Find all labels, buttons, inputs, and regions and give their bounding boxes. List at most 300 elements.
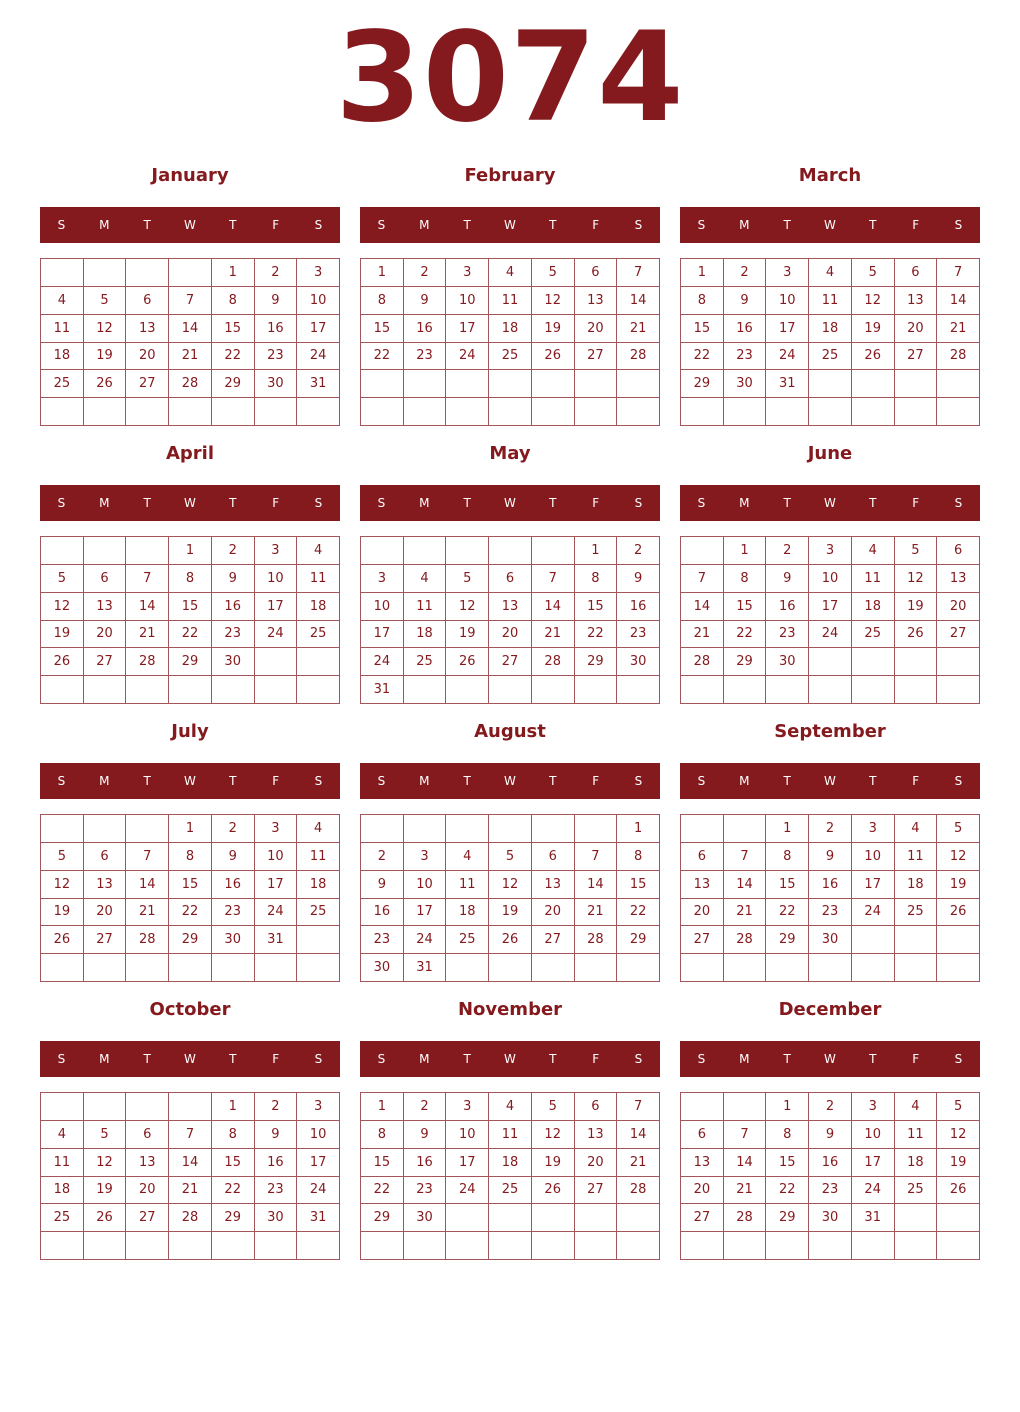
day-cell[interactable]: 18 <box>895 871 938 899</box>
day-cell[interactable]: 21 <box>126 899 169 927</box>
day-cell[interactable]: 12 <box>937 1121 980 1149</box>
day-cell[interactable]: 11 <box>446 871 489 899</box>
day-cell[interactable]: 24 <box>361 648 404 676</box>
day-cell[interactable]: 24 <box>852 1177 895 1205</box>
day-cell[interactable]: 17 <box>766 315 809 343</box>
day-cell[interactable]: 21 <box>681 621 724 649</box>
day-cell[interactable]: 1 <box>575 537 618 565</box>
day-cell[interactable]: 8 <box>575 565 618 593</box>
day-cell[interactable]: 26 <box>489 926 532 954</box>
day-cell[interactable]: 22 <box>724 621 767 649</box>
day-cell[interactable]: 4 <box>446 843 489 871</box>
day-cell[interactable]: 14 <box>724 1149 767 1177</box>
day-cell[interactable]: 22 <box>575 621 618 649</box>
day-cell[interactable]: 23 <box>404 343 447 371</box>
day-cell[interactable]: 9 <box>255 1121 298 1149</box>
day-cell[interactable]: 25 <box>446 926 489 954</box>
day-cell[interactable]: 14 <box>532 593 575 621</box>
day-cell[interactable]: 17 <box>852 1149 895 1177</box>
day-cell[interactable]: 8 <box>361 1121 404 1149</box>
day-cell[interactable]: 20 <box>681 1177 724 1205</box>
day-cell[interactable]: 27 <box>681 1204 724 1232</box>
day-cell[interactable]: 19 <box>41 899 84 927</box>
day-cell[interactable]: 12 <box>532 287 575 315</box>
day-cell[interactable]: 27 <box>575 343 618 371</box>
day-cell[interactable]: 5 <box>41 843 84 871</box>
day-cell[interactable]: 26 <box>895 621 938 649</box>
day-cell[interactable]: 17 <box>255 871 298 899</box>
day-cell[interactable]: 12 <box>84 315 127 343</box>
day-cell[interactable]: 1 <box>212 1093 255 1121</box>
day-cell[interactable]: 22 <box>681 343 724 371</box>
day-cell[interactable]: 8 <box>766 843 809 871</box>
day-cell[interactable]: 9 <box>617 565 660 593</box>
day-cell[interactable]: 23 <box>212 899 255 927</box>
day-cell[interactable]: 14 <box>724 871 767 899</box>
day-cell[interactable]: 24 <box>297 343 340 371</box>
day-cell[interactable]: 5 <box>84 287 127 315</box>
day-cell[interactable]: 4 <box>489 1093 532 1121</box>
day-cell[interactable]: 3 <box>766 259 809 287</box>
day-cell[interactable]: 11 <box>895 843 938 871</box>
day-cell[interactable]: 22 <box>169 621 212 649</box>
day-cell[interactable]: 10 <box>446 287 489 315</box>
day-cell[interactable]: 2 <box>809 815 852 843</box>
day-cell[interactable]: 22 <box>169 899 212 927</box>
day-cell[interactable]: 24 <box>255 621 298 649</box>
day-cell[interactable]: 13 <box>575 287 618 315</box>
day-cell[interactable]: 10 <box>297 1121 340 1149</box>
day-cell[interactable]: 23 <box>255 1177 298 1205</box>
day-cell[interactable]: 26 <box>41 648 84 676</box>
day-cell[interactable]: 21 <box>126 621 169 649</box>
day-cell[interactable]: 16 <box>255 1149 298 1177</box>
day-cell[interactable]: 28 <box>169 1204 212 1232</box>
day-cell[interactable]: 13 <box>126 1149 169 1177</box>
day-cell[interactable]: 8 <box>212 1121 255 1149</box>
day-cell[interactable]: 29 <box>212 1204 255 1232</box>
day-cell[interactable]: 13 <box>84 593 127 621</box>
day-cell[interactable]: 10 <box>255 843 298 871</box>
day-cell[interactable]: 26 <box>84 1204 127 1232</box>
day-cell[interactable]: 5 <box>532 259 575 287</box>
day-cell[interactable]: 29 <box>169 648 212 676</box>
day-cell[interactable]: 25 <box>895 899 938 927</box>
day-cell[interactable]: 30 <box>404 1204 447 1232</box>
day-cell[interactable]: 19 <box>895 593 938 621</box>
day-cell[interactable]: 15 <box>361 315 404 343</box>
day-cell[interactable]: 2 <box>212 537 255 565</box>
day-cell[interactable]: 20 <box>895 315 938 343</box>
day-cell[interactable]: 11 <box>852 565 895 593</box>
day-cell[interactable]: 3 <box>809 537 852 565</box>
day-cell[interactable]: 25 <box>404 648 447 676</box>
day-cell[interactable]: 1 <box>169 537 212 565</box>
day-cell[interactable]: 14 <box>126 871 169 899</box>
day-cell[interactable]: 3 <box>446 1093 489 1121</box>
day-cell[interactable]: 25 <box>297 621 340 649</box>
day-cell[interactable]: 6 <box>681 1121 724 1149</box>
day-cell[interactable]: 16 <box>404 315 447 343</box>
day-cell[interactable]: 2 <box>617 537 660 565</box>
day-cell[interactable]: 2 <box>361 843 404 871</box>
day-cell[interactable]: 6 <box>532 843 575 871</box>
day-cell[interactable]: 10 <box>255 565 298 593</box>
day-cell[interactable]: 5 <box>84 1121 127 1149</box>
day-cell[interactable]: 1 <box>361 259 404 287</box>
day-cell[interactable]: 13 <box>895 287 938 315</box>
day-cell[interactable]: 7 <box>532 565 575 593</box>
day-cell[interactable]: 8 <box>617 843 660 871</box>
day-cell[interactable]: 30 <box>809 926 852 954</box>
day-cell[interactable]: 14 <box>126 593 169 621</box>
day-cell[interactable]: 1 <box>724 537 767 565</box>
day-cell[interactable]: 18 <box>297 593 340 621</box>
day-cell[interactable]: 2 <box>255 259 298 287</box>
day-cell[interactable]: 9 <box>809 843 852 871</box>
day-cell[interactable]: 13 <box>681 1149 724 1177</box>
day-cell[interactable]: 24 <box>446 1177 489 1205</box>
day-cell[interactable]: 20 <box>126 1177 169 1205</box>
day-cell[interactable]: 17 <box>446 315 489 343</box>
day-cell[interactable]: 8 <box>361 287 404 315</box>
day-cell[interactable]: 20 <box>84 621 127 649</box>
day-cell[interactable]: 27 <box>937 621 980 649</box>
day-cell[interactable]: 28 <box>575 926 618 954</box>
day-cell[interactable]: 12 <box>937 843 980 871</box>
day-cell[interactable]: 30 <box>361 954 404 982</box>
day-cell[interactable]: 20 <box>126 343 169 371</box>
day-cell[interactable]: 15 <box>724 593 767 621</box>
day-cell[interactable]: 15 <box>212 315 255 343</box>
day-cell[interactable]: 5 <box>532 1093 575 1121</box>
day-cell[interactable]: 20 <box>937 593 980 621</box>
day-cell[interactable]: 14 <box>617 287 660 315</box>
day-cell[interactable]: 21 <box>724 899 767 927</box>
day-cell[interactable]: 15 <box>361 1149 404 1177</box>
day-cell[interactable]: 2 <box>404 259 447 287</box>
day-cell[interactable]: 18 <box>41 343 84 371</box>
day-cell[interactable]: 12 <box>84 1149 127 1177</box>
day-cell[interactable]: 6 <box>895 259 938 287</box>
day-cell[interactable]: 16 <box>809 1149 852 1177</box>
day-cell[interactable]: 7 <box>169 1121 212 1149</box>
day-cell[interactable]: 3 <box>255 537 298 565</box>
day-cell[interactable]: 28 <box>532 648 575 676</box>
day-cell[interactable]: 25 <box>895 1177 938 1205</box>
day-cell[interactable]: 29 <box>617 926 660 954</box>
day-cell[interactable]: 18 <box>489 315 532 343</box>
day-cell[interactable]: 11 <box>489 1121 532 1149</box>
day-cell[interactable]: 19 <box>937 871 980 899</box>
day-cell[interactable]: 13 <box>532 871 575 899</box>
day-cell[interactable]: 6 <box>681 843 724 871</box>
day-cell[interactable]: 18 <box>404 621 447 649</box>
day-cell[interactable]: 6 <box>84 843 127 871</box>
day-cell[interactable]: 3 <box>255 815 298 843</box>
day-cell[interactable]: 5 <box>41 565 84 593</box>
day-cell[interactable]: 7 <box>126 843 169 871</box>
day-cell[interactable]: 25 <box>852 621 895 649</box>
day-cell[interactable]: 31 <box>361 676 404 704</box>
day-cell[interactable]: 19 <box>532 1149 575 1177</box>
day-cell[interactable]: 19 <box>41 621 84 649</box>
day-cell[interactable]: 11 <box>41 315 84 343</box>
day-cell[interactable]: 7 <box>617 1093 660 1121</box>
day-cell[interactable]: 17 <box>852 871 895 899</box>
day-cell[interactable]: 10 <box>404 871 447 899</box>
day-cell[interactable]: 11 <box>489 287 532 315</box>
day-cell[interactable]: 24 <box>766 343 809 371</box>
day-cell[interactable]: 22 <box>361 1177 404 1205</box>
day-cell[interactable]: 22 <box>617 899 660 927</box>
day-cell[interactable]: 25 <box>489 1177 532 1205</box>
day-cell[interactable]: 20 <box>489 621 532 649</box>
day-cell[interactable]: 18 <box>809 315 852 343</box>
day-cell[interactable]: 14 <box>169 1149 212 1177</box>
day-cell[interactable]: 16 <box>809 871 852 899</box>
day-cell[interactable]: 2 <box>404 1093 447 1121</box>
day-cell[interactable]: 9 <box>255 287 298 315</box>
day-cell[interactable]: 9 <box>724 287 767 315</box>
day-cell[interactable]: 30 <box>766 648 809 676</box>
day-cell[interactable]: 28 <box>937 343 980 371</box>
day-cell[interactable]: 21 <box>724 1177 767 1205</box>
day-cell[interactable]: 20 <box>575 315 618 343</box>
day-cell[interactable]: 10 <box>766 287 809 315</box>
day-cell[interactable]: 26 <box>937 1177 980 1205</box>
day-cell[interactable]: 22 <box>212 1177 255 1205</box>
day-cell[interactable]: 23 <box>724 343 767 371</box>
day-cell[interactable]: 16 <box>766 593 809 621</box>
day-cell[interactable]: 24 <box>297 1177 340 1205</box>
day-cell[interactable]: 24 <box>446 343 489 371</box>
day-cell[interactable]: 26 <box>446 648 489 676</box>
day-cell[interactable]: 25 <box>489 343 532 371</box>
day-cell[interactable]: 27 <box>126 370 169 398</box>
day-cell[interactable]: 28 <box>169 370 212 398</box>
day-cell[interactable]: 19 <box>446 621 489 649</box>
day-cell[interactable]: 9 <box>809 1121 852 1149</box>
day-cell[interactable]: 2 <box>255 1093 298 1121</box>
day-cell[interactable]: 9 <box>404 287 447 315</box>
day-cell[interactable]: 6 <box>126 287 169 315</box>
day-cell[interactable]: 23 <box>617 621 660 649</box>
day-cell[interactable]: 30 <box>255 1204 298 1232</box>
day-cell[interactable]: 12 <box>532 1121 575 1149</box>
day-cell[interactable]: 15 <box>575 593 618 621</box>
day-cell[interactable]: 27 <box>575 1177 618 1205</box>
day-cell[interactable]: 6 <box>489 565 532 593</box>
day-cell[interactable]: 21 <box>617 315 660 343</box>
day-cell[interactable]: 19 <box>532 315 575 343</box>
day-cell[interactable]: 15 <box>169 593 212 621</box>
day-cell[interactable]: 5 <box>489 843 532 871</box>
day-cell[interactable]: 1 <box>212 259 255 287</box>
day-cell[interactable]: 23 <box>361 926 404 954</box>
day-cell[interactable]: 25 <box>297 899 340 927</box>
day-cell[interactable]: 11 <box>297 565 340 593</box>
day-cell[interactable]: 30 <box>809 1204 852 1232</box>
day-cell[interactable]: 11 <box>809 287 852 315</box>
day-cell[interactable]: 6 <box>937 537 980 565</box>
day-cell[interactable]: 18 <box>895 1149 938 1177</box>
day-cell[interactable]: 9 <box>212 565 255 593</box>
day-cell[interactable]: 3 <box>297 1093 340 1121</box>
day-cell[interactable]: 2 <box>724 259 767 287</box>
day-cell[interactable]: 19 <box>84 343 127 371</box>
day-cell[interactable]: 12 <box>41 593 84 621</box>
day-cell[interactable]: 17 <box>297 315 340 343</box>
day-cell[interactable]: 21 <box>617 1149 660 1177</box>
day-cell[interactable]: 8 <box>766 1121 809 1149</box>
day-cell[interactable]: 13 <box>681 871 724 899</box>
day-cell[interactable]: 25 <box>809 343 852 371</box>
day-cell[interactable]: 28 <box>617 343 660 371</box>
day-cell[interactable]: 7 <box>575 843 618 871</box>
day-cell[interactable]: 13 <box>126 315 169 343</box>
day-cell[interactable]: 8 <box>212 287 255 315</box>
day-cell[interactable]: 3 <box>361 565 404 593</box>
day-cell[interactable]: 8 <box>724 565 767 593</box>
day-cell[interactable]: 29 <box>766 1204 809 1232</box>
day-cell[interactable]: 15 <box>766 1149 809 1177</box>
day-cell[interactable]: 13 <box>937 565 980 593</box>
day-cell[interactable]: 11 <box>297 843 340 871</box>
day-cell[interactable]: 9 <box>212 843 255 871</box>
day-cell[interactable]: 4 <box>895 815 938 843</box>
day-cell[interactable]: 10 <box>852 843 895 871</box>
day-cell[interactable]: 20 <box>84 899 127 927</box>
day-cell[interactable]: 21 <box>169 1177 212 1205</box>
day-cell[interactable]: 2 <box>212 815 255 843</box>
day-cell[interactable]: 28 <box>724 926 767 954</box>
day-cell[interactable]: 31 <box>852 1204 895 1232</box>
day-cell[interactable]: 10 <box>852 1121 895 1149</box>
day-cell[interactable]: 7 <box>126 565 169 593</box>
day-cell[interactable]: 4 <box>809 259 852 287</box>
day-cell[interactable]: 27 <box>532 926 575 954</box>
day-cell[interactable]: 12 <box>446 593 489 621</box>
day-cell[interactable]: 6 <box>575 1093 618 1121</box>
day-cell[interactable]: 3 <box>852 1093 895 1121</box>
day-cell[interactable]: 14 <box>617 1121 660 1149</box>
day-cell[interactable]: 6 <box>575 259 618 287</box>
day-cell[interactable]: 2 <box>766 537 809 565</box>
day-cell[interactable]: 3 <box>852 815 895 843</box>
day-cell[interactable]: 27 <box>84 648 127 676</box>
day-cell[interactable]: 11 <box>895 1121 938 1149</box>
day-cell[interactable]: 15 <box>681 315 724 343</box>
day-cell[interactable]: 4 <box>297 537 340 565</box>
day-cell[interactable]: 9 <box>361 871 404 899</box>
day-cell[interactable]: 4 <box>489 259 532 287</box>
day-cell[interactable]: 12 <box>41 871 84 899</box>
day-cell[interactable]: 28 <box>724 1204 767 1232</box>
day-cell[interactable]: 2 <box>809 1093 852 1121</box>
day-cell[interactable]: 22 <box>361 343 404 371</box>
day-cell[interactable]: 8 <box>681 287 724 315</box>
day-cell[interactable]: 1 <box>169 815 212 843</box>
day-cell[interactable]: 22 <box>766 1177 809 1205</box>
day-cell[interactable]: 13 <box>489 593 532 621</box>
day-cell[interactable]: 7 <box>724 1121 767 1149</box>
day-cell[interactable]: 25 <box>41 1204 84 1232</box>
day-cell[interactable]: 29 <box>212 370 255 398</box>
day-cell[interactable]: 12 <box>895 565 938 593</box>
day-cell[interactable]: 23 <box>404 1177 447 1205</box>
day-cell[interactable]: 26 <box>532 1177 575 1205</box>
day-cell[interactable]: 4 <box>895 1093 938 1121</box>
day-cell[interactable]: 29 <box>575 648 618 676</box>
day-cell[interactable]: 28 <box>126 648 169 676</box>
day-cell[interactable]: 30 <box>212 926 255 954</box>
day-cell[interactable]: 19 <box>84 1177 127 1205</box>
day-cell[interactable]: 16 <box>361 899 404 927</box>
day-cell[interactable]: 31 <box>297 1204 340 1232</box>
day-cell[interactable]: 17 <box>361 621 404 649</box>
day-cell[interactable]: 16 <box>617 593 660 621</box>
day-cell[interactable]: 26 <box>532 343 575 371</box>
day-cell[interactable]: 7 <box>724 843 767 871</box>
day-cell[interactable]: 7 <box>169 287 212 315</box>
day-cell[interactable]: 16 <box>404 1149 447 1177</box>
day-cell[interactable]: 30 <box>724 370 767 398</box>
day-cell[interactable]: 14 <box>681 593 724 621</box>
day-cell[interactable]: 1 <box>766 1093 809 1121</box>
day-cell[interactable]: 5 <box>895 537 938 565</box>
day-cell[interactable]: 4 <box>852 537 895 565</box>
day-cell[interactable]: 18 <box>852 593 895 621</box>
day-cell[interactable]: 24 <box>852 899 895 927</box>
day-cell[interactable]: 7 <box>681 565 724 593</box>
day-cell[interactable]: 1 <box>361 1093 404 1121</box>
day-cell[interactable]: 26 <box>84 370 127 398</box>
day-cell[interactable]: 5 <box>937 1093 980 1121</box>
day-cell[interactable]: 24 <box>404 926 447 954</box>
day-cell[interactable]: 11 <box>404 593 447 621</box>
day-cell[interactable]: 31 <box>255 926 298 954</box>
day-cell[interactable]: 5 <box>937 815 980 843</box>
day-cell[interactable]: 10 <box>297 287 340 315</box>
day-cell[interactable]: 18 <box>446 899 489 927</box>
day-cell[interactable]: 20 <box>532 899 575 927</box>
day-cell[interactable]: 10 <box>446 1121 489 1149</box>
day-cell[interactable]: 20 <box>575 1149 618 1177</box>
day-cell[interactable]: 20 <box>681 899 724 927</box>
day-cell[interactable]: 8 <box>169 843 212 871</box>
day-cell[interactable]: 3 <box>297 259 340 287</box>
day-cell[interactable]: 6 <box>126 1121 169 1149</box>
day-cell[interactable]: 26 <box>937 899 980 927</box>
day-cell[interactable]: 31 <box>766 370 809 398</box>
day-cell[interactable]: 4 <box>41 1121 84 1149</box>
day-cell[interactable]: 7 <box>617 259 660 287</box>
day-cell[interactable]: 17 <box>446 1149 489 1177</box>
day-cell[interactable]: 27 <box>126 1204 169 1232</box>
day-cell[interactable]: 29 <box>724 648 767 676</box>
day-cell[interactable]: 13 <box>84 871 127 899</box>
day-cell[interactable]: 23 <box>212 621 255 649</box>
day-cell[interactable]: 18 <box>41 1177 84 1205</box>
day-cell[interactable]: 21 <box>169 343 212 371</box>
day-cell[interactable]: 8 <box>169 565 212 593</box>
day-cell[interactable]: 27 <box>489 648 532 676</box>
day-cell[interactable]: 14 <box>937 287 980 315</box>
day-cell[interactable]: 19 <box>937 1149 980 1177</box>
day-cell[interactable]: 4 <box>41 287 84 315</box>
day-cell[interactable]: 17 <box>255 593 298 621</box>
